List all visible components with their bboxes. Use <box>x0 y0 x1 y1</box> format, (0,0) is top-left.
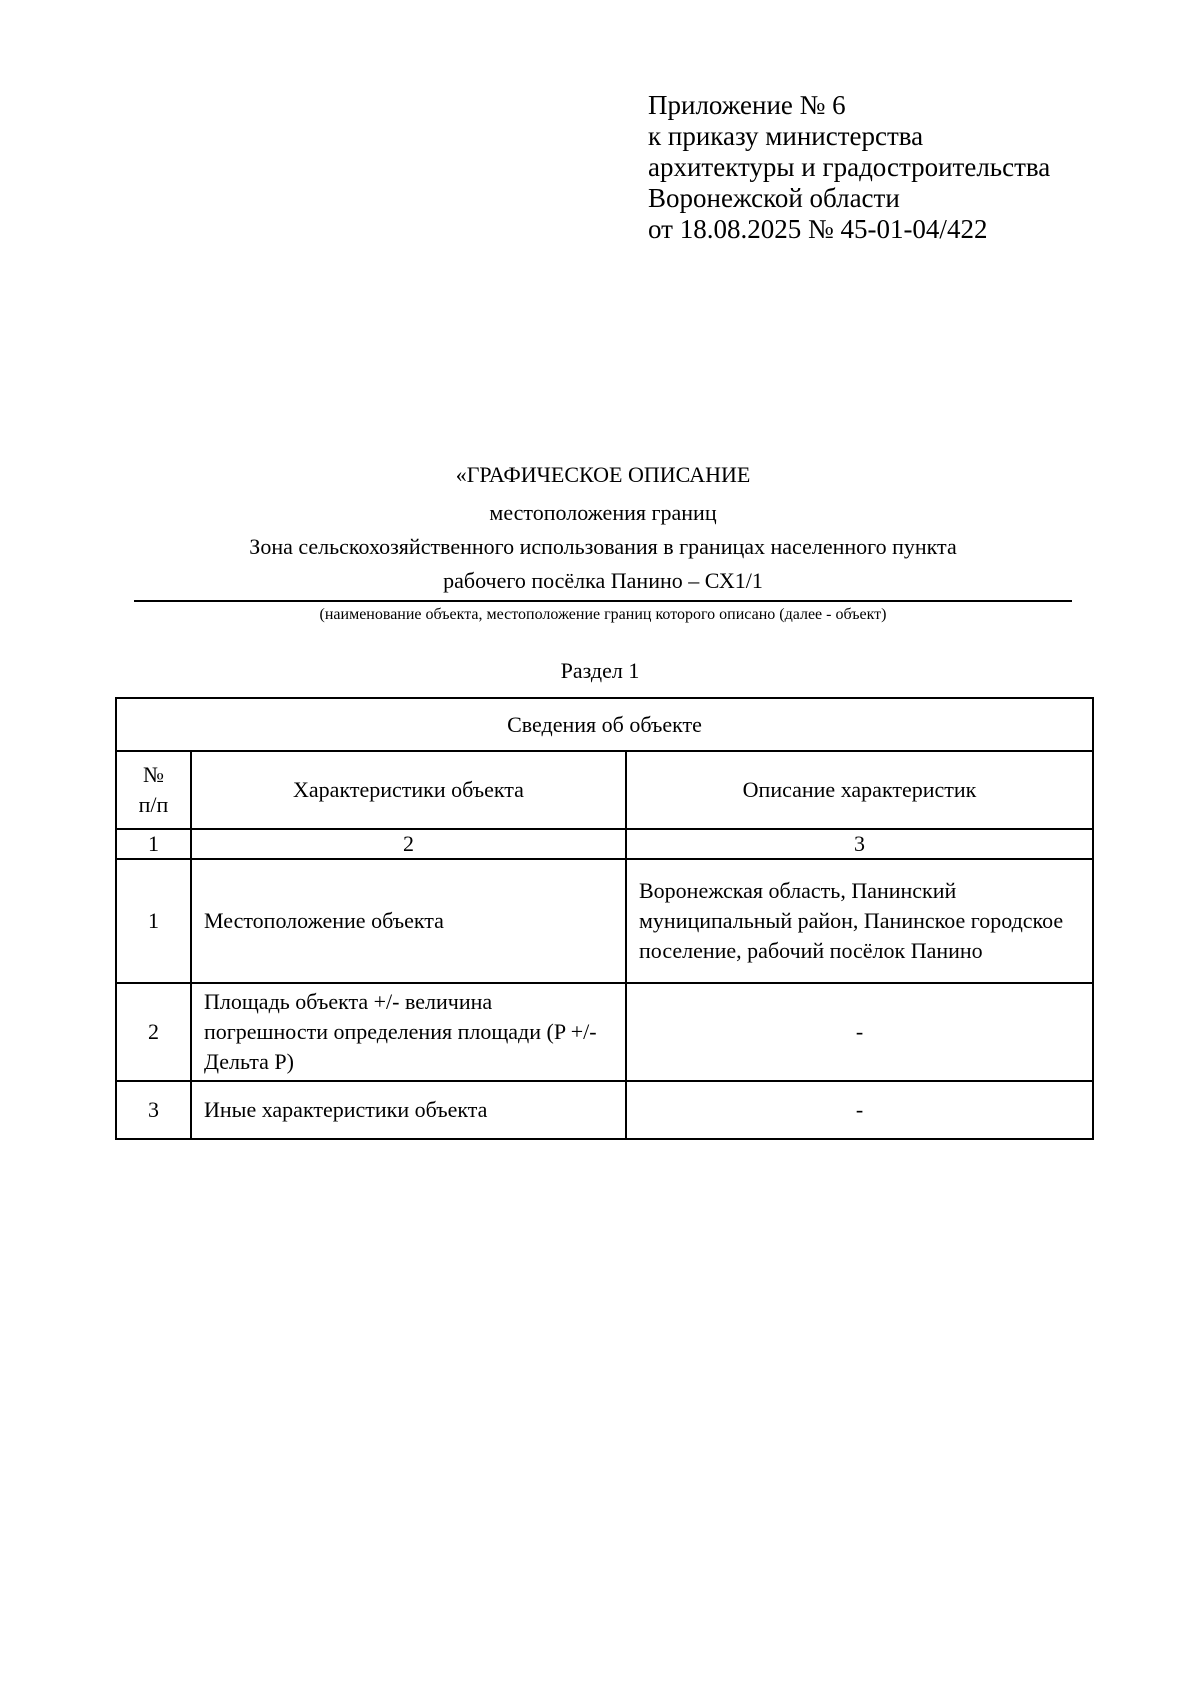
header-description: Описание характеристик <box>626 751 1093 829</box>
header-num-cell <box>116 751 191 829</box>
column-number: 2 <box>191 829 626 859</box>
appendix-line: Приложение № 6 <box>648 90 846 120</box>
column-number: 1 <box>116 829 191 859</box>
table-row <box>116 1081 1093 1139</box>
document-title: «ГРАФИЧЕСКОЕ ОПИСАНИЕ <box>455 462 751 487</box>
column-number-row <box>116 829 1093 859</box>
document-title-block <box>134 460 1072 626</box>
appendix-line: от 18.08.2025 № 45-01-04/422 <box>648 214 988 244</box>
title-caption: (наименование объекта, местоположение границ которого описано (далее - объект) <box>319 606 887 623</box>
header-characteristic: Характеристики объекта <box>191 751 626 829</box>
row-characteristic: Иные характеристики объекта <box>191 1081 626 1139</box>
object-info-table <box>115 697 1094 1140</box>
title-underline <box>134 600 1072 602</box>
document-subtitle-line: местоположения границ <box>489 500 717 525</box>
document-subtitle-line: рабочего посёлка Панино – СХ1/1 <box>443 568 763 593</box>
column-number: 3 <box>626 829 1093 859</box>
section-label: Раздел 1 <box>560 658 640 683</box>
row-number: 2 <box>116 983 191 1081</box>
header-num-line: п/п <box>138 792 169 817</box>
table-row <box>116 859 1093 983</box>
row-description: - <box>626 1081 1093 1139</box>
row-characteristic: Площадь объекта +/- величина погрешности определения площади (P +/- Дельта P) <box>191 983 626 1081</box>
row-characteristic: Местоположение объекта <box>191 859 626 983</box>
row-number: 1 <box>116 859 191 983</box>
table-caption: Сведения об объекте <box>116 698 1093 751</box>
table-caption-row <box>116 698 1093 751</box>
table-row <box>116 983 1093 1081</box>
row-description: - <box>626 983 1093 1081</box>
appendix-line: архитектуры и градостроительства <box>648 152 1051 182</box>
document-subtitle-line: Зона сельскохозяйственного использования в границах населенного пункта <box>249 534 957 559</box>
row-number: 3 <box>116 1081 191 1139</box>
appendix-line: Воронежской области <box>648 183 900 213</box>
header-num-line: № <box>143 762 164 787</box>
appendix-header <box>648 90 1050 245</box>
appendix-line: к приказу министерства <box>648 121 924 151</box>
row-description: Воронежская область, Панинский муниципальный район, Панинское городское поселение, рабочий посёлок Панино <box>626 859 1093 983</box>
table-header-row <box>116 751 1093 829</box>
